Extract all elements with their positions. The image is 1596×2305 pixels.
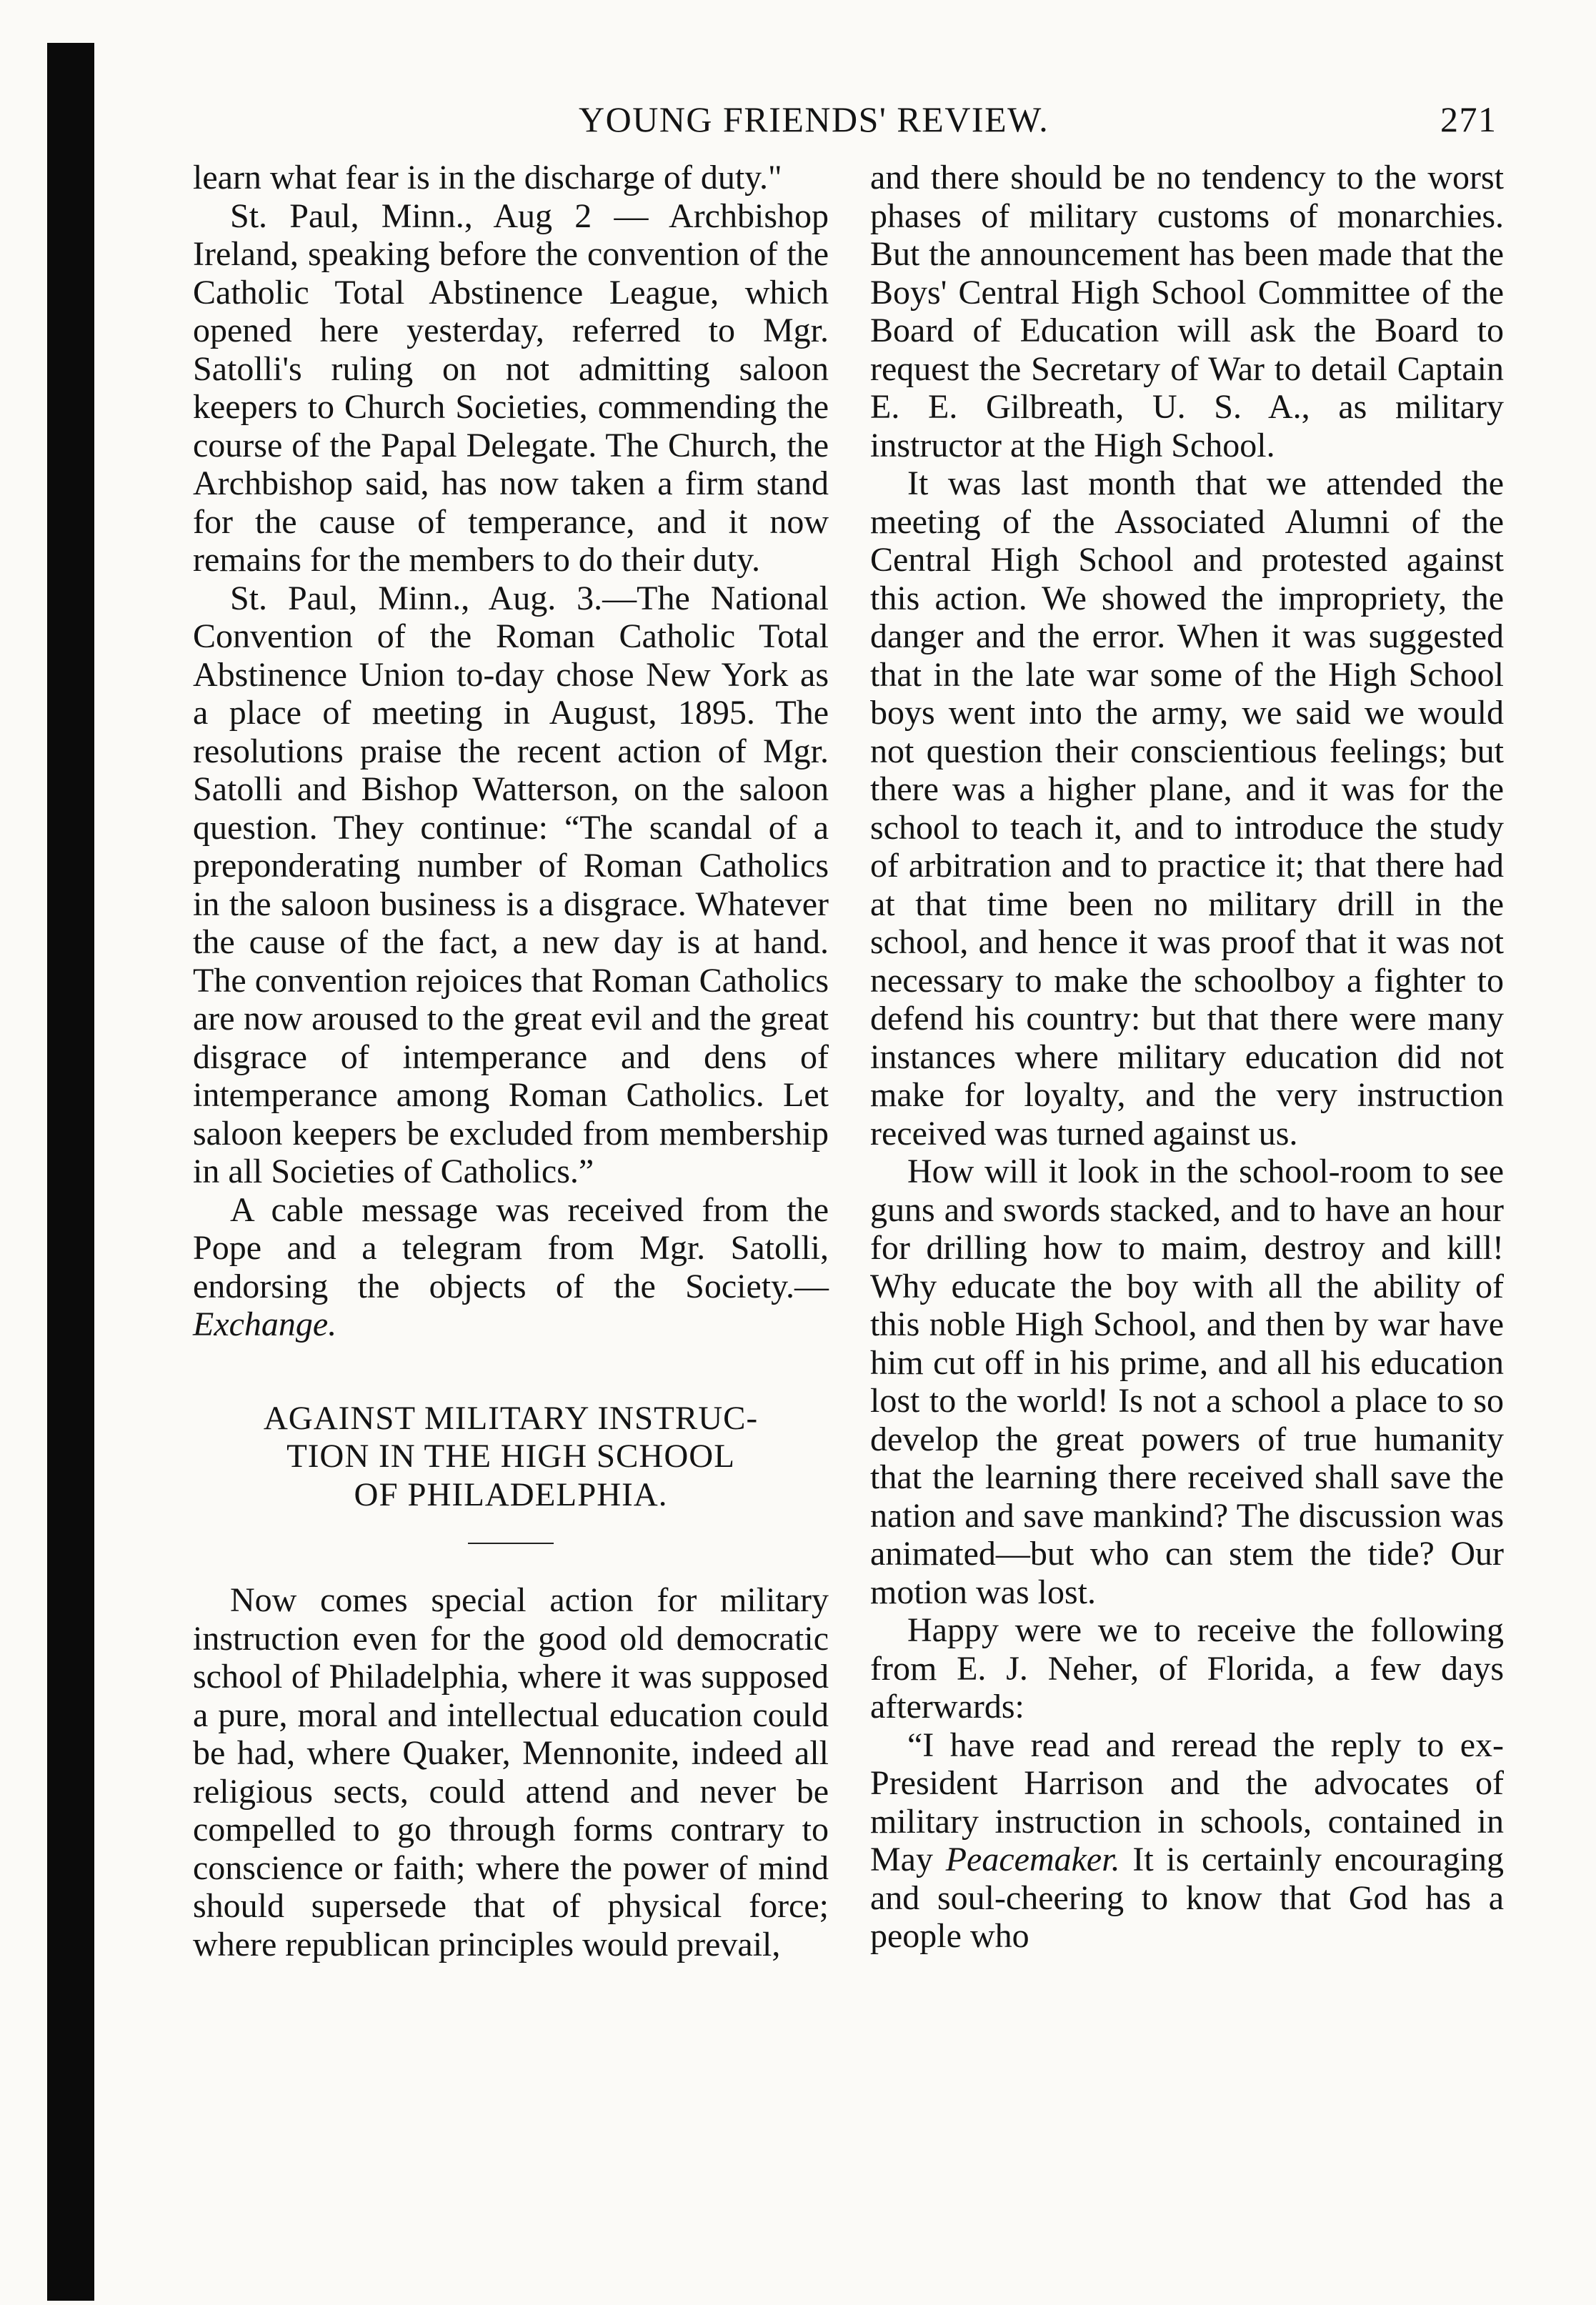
heading-rule — [468, 1543, 554, 1544]
paragraph-now-comes: Now comes special action for military instruction even for the good old democratic school of Philadelphia, where it was supposed a pure, moral and intellectual education could be had, where Quaker, Mennonite, indeed all religious sects, could attend and never be compelled to go through forms contrary to conscience or faith; where the power of mind should supersede that of physical force; where republican principles would prevail, — [193, 1581, 829, 1963]
paragraph-st-paul-aug-3: St. Paul, Minn., Aug. 3.—The National Convention of the Roman Catholic Total Abstinence Union to-day chose New York as a place of meeting in August, 1895. The resolutions praise the recent action of Mgr. Satolli and Bishop Watterson, on the saloon question. They continue: “The scandal of a preponderating number of Roman Catholics in the saloon business is a disgrace. Whatever the cause of the fact, a new day is at hand. The convention rejoices that Roman Catholics are now aroused to the great evil and the great disgrace of intemperance and dens of intemperance among Roman Catholics. Let saloon keepers be excluded from membership in all Societies of Catholics.” — [193, 579, 829, 1190]
paragraph-happy-were-we: Happy were we to receive the following from E. J. Neher, of Florida, a few days afterwards: — [870, 1611, 1504, 1726]
peacemaker-title: Peacemaker. — [945, 1841, 1120, 1878]
heading-line-1: AGAINST MILITARY INSTRUC- — [263, 1399, 759, 1437]
heading-line-3: OF PHILADELPHIA. — [354, 1475, 668, 1513]
source-exchange: Exchange. — [193, 1305, 337, 1343]
binding-edge — [47, 43, 94, 2301]
paragraph-school-room: How will it look in the school-room to see guns and swords stacked, and to have an hour for drilling how to maim, destroy and kill! Why educate the boy with all the ability of this noble High School, and then by war have him cut off in his prime, and all his education lost to the world! Is not a school a place to so develop the great powers of true humanity that the learning there received shall save the nation and save mankind? The discussion was animated—but who can stem the tide? Our motion was lost. — [870, 1152, 1504, 1611]
paragraph-continued-right: and there should be no tendency to the worst phases of military customs of monarchies. But the announcement has been made that the Boys' Central High School Committee of the Board of Education will ask the Board to request the Secretary of War to detail Captain E. E. Gilbreath, U. S. A., as military instructor at the High School. — [870, 159, 1504, 464]
paragraph-cable-message — [193, 1191, 829, 1344]
paragraph-last-month: It was last month that we attended the meeting of the Associated Alumni of the Central High School and protested against this action. We showed the impropriety, the danger and the error. When it was suggested that in the late war some of the High School boys went into the army, we said we would not question their conscientious feelings; but there was a higher plane, and it was for the school to teach it, and to introduce the study of arbitration and to practice it; that there had at that time been no military drill in the school, and hence it was proof that it was not necessary to make the schoolboy a fighter to defend his country: but that there were many instances where military education did not make for loyalty, and the very instruction received was turned against us. — [870, 464, 1504, 1152]
quoted-letter-text: “I have read and reread the reply to ex-President Harrison and the advocates of military instruction in schools, contained in May — [870, 1726, 1504, 1878]
right-column — [870, 159, 1504, 1956]
left-column — [193, 159, 829, 1963]
paragraph-quoted-letter — [870, 1726, 1504, 1956]
running-head: YOUNG FRIENDS' REVIEW. — [579, 99, 1049, 139]
page-number: 271 — [1440, 99, 1497, 139]
quoted-letter-rest: It is certainly encouraging and soul-cheering to know that God has a people who — [870, 1841, 1504, 1955]
cable-message-text: A cable message was received from the Pope and a telegram from Mgr. Satolli, endorsing the objects of the Society.— — [193, 1190, 829, 1305]
paragraph-st-paul-aug-2: St. Paul, Minn., Aug 2 — Archbishop Ireland, speaking before the convention of the Catholic Total Abstinence League, which opened here yesterday, referred to Mgr. Satolli's ruling on not admitting saloon keepers to Church Societies, commending the course of the Papal Delegate. The Church, the Archbishop said, has now taken a firm stand for the cause of temperance, and it now remains for the members to do their duty. — [193, 196, 829, 579]
article-heading — [193, 1400, 829, 1515]
page-header — [543, 99, 1543, 141]
paragraph-continued: learn what fear is in the discharge of duty." — [193, 159, 782, 196]
heading-line-2: TION IN THE HIGH SCHOOL — [286, 1438, 735, 1475]
